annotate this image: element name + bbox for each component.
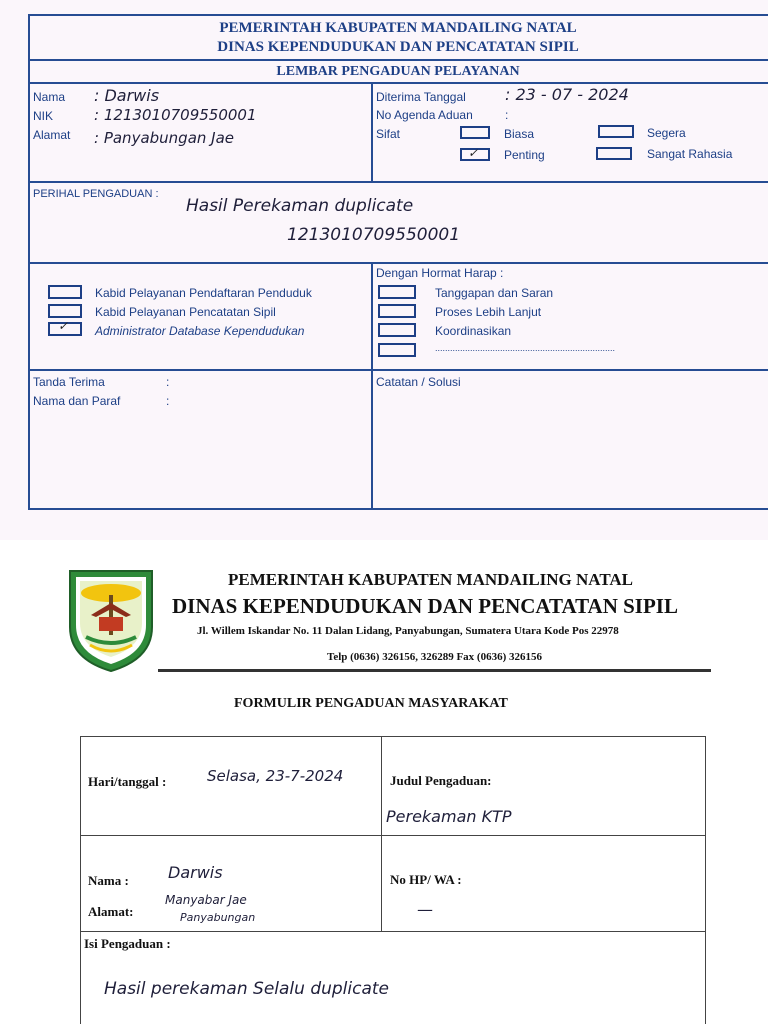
nohp-label: No HP/ WA :: [390, 872, 462, 887]
hormat-3-checkbox[interactable]: [378, 323, 416, 337]
hari-label: Hari/tanggal :: [88, 774, 167, 789]
sifat-rahasia-label: Sangat Rahasia: [647, 147, 733, 161]
nama-label: Nama: [33, 90, 66, 104]
regency-logo: [66, 567, 156, 673]
check-mark-icon: ✓: [468, 146, 479, 160]
bottom-phone: Telp (0636) 326156, 326289 Fax (0636) 326156: [327, 651, 543, 663]
isi-label: Isi Pengaduan :: [84, 936, 171, 951]
hormat-4-dotted-line: ........................................................................: [435, 343, 616, 353]
agenda-label: No Agenda Aduan: [376, 108, 473, 122]
sifat-penting-label: Penting: [504, 148, 545, 162]
alamat-value: : Panyabungan Jae: [94, 129, 235, 147]
bottom-dept-title: DINAS KEPENDUDUKAN DAN PENCATATAN SIPIL: [172, 594, 678, 618]
nik-value: : 1213010709550001: [94, 106, 257, 124]
recipient-1-checkbox[interactable]: [48, 285, 82, 299]
agenda-colon: :: [505, 108, 509, 122]
sifat-rahasia-checkbox[interactable]: [596, 147, 632, 160]
top-dept-title: DINAS KEPENDUDUKAN DAN PENCATATAN SIPIL: [217, 39, 579, 55]
check-mark-icon: ✓: [58, 319, 69, 333]
judul-value: Perekaman KTP: [386, 807, 512, 826]
hari-value: Selasa, 23-7-2024: [207, 767, 344, 785]
tanda-terima-colon: :: [166, 375, 170, 389]
judul-label: Judul Pengaduan:: [390, 773, 492, 788]
hormat-1-checkbox[interactable]: [378, 285, 416, 299]
nama-paraf-colon: :: [166, 394, 170, 408]
top-form-title: LEMBAR PENGADUAN PELAYANAN: [276, 64, 520, 79]
sifat-segera-label: Segera: [647, 126, 686, 140]
diterima-value: : 23 - 07 - 2024: [505, 85, 629, 104]
alamat-label: Alamat: [33, 128, 71, 142]
nama-value: : Darwis: [94, 86, 160, 105]
hormat-label: Dengan Hormat Harap :: [376, 266, 504, 280]
complaint-form-bottom: [0, 545, 768, 1024]
hormat-4-checkbox[interactable]: [378, 343, 416, 357]
diterima-label: Diterima Tanggal: [376, 90, 466, 104]
sifat-segera-checkbox[interactable]: [598, 125, 634, 138]
hormat-2-checkbox[interactable]: [378, 304, 416, 318]
alamat-label-bottom: Alamat:: [88, 904, 134, 919]
recipient-2-label: Kabid Pelayanan Pencatatan Sipil: [95, 305, 276, 319]
isi-value: Hasil perekaman Selalu duplicate: [104, 979, 390, 999]
nama-label-bottom: Nama :: [88, 873, 129, 888]
sifat-biasa-checkbox[interactable]: [460, 126, 490, 139]
nohp-value: —: [417, 900, 433, 919]
bottom-gov-title: PEMERINTAH KABUPATEN MANDAILING NATAL: [228, 570, 634, 589]
hormat-3-label: Koordinasikan: [435, 324, 512, 338]
perihal-label: PERIHAL PENGADUAN :: [33, 188, 159, 200]
nama-paraf-label: Nama dan Paraf: [33, 394, 121, 408]
tanda-terima-label: Tanda Terima: [33, 375, 105, 389]
alamat-value-bottom-2: Panyabungan: [180, 911, 256, 924]
hormat-1-label: Tanggapan dan Saran: [435, 286, 554, 300]
recipient-2-checkbox[interactable]: [48, 304, 82, 318]
bottom-address: Jl. Willem Iskandar No. 11 Dalan Lidang, Panyabungan, Sumatera Utara Kode Pos 22978: [197, 625, 619, 637]
nik-label: NIK: [33, 109, 54, 123]
catatan-label: Catatan / Solusi: [376, 375, 461, 389]
perihal-line1: Hasil Perekaman duplicate: [186, 196, 414, 216]
alamat-value-bottom-1: Manyabar Jae: [165, 893, 247, 907]
bottom-form-title: FORMULIR PENGADUAN MASYARAKAT: [234, 696, 508, 711]
hormat-2-label: Proses Lebih Lanjut: [435, 305, 542, 319]
recipient-3-label: Administrator Database Kependudukan: [95, 324, 305, 338]
sifat-label: Sifat: [376, 127, 401, 141]
recipient-1-label: Kabid Pelayanan Pendaftaran Penduduk: [95, 286, 312, 300]
top-gov-title: PEMERINTAH KABUPATEN MANDAILING NATAL: [219, 20, 577, 36]
sifat-biasa-label: Biasa: [504, 127, 535, 141]
perihal-line2: 1213010709550001: [287, 225, 461, 245]
nama-value-bottom: Darwis: [168, 863, 223, 882]
